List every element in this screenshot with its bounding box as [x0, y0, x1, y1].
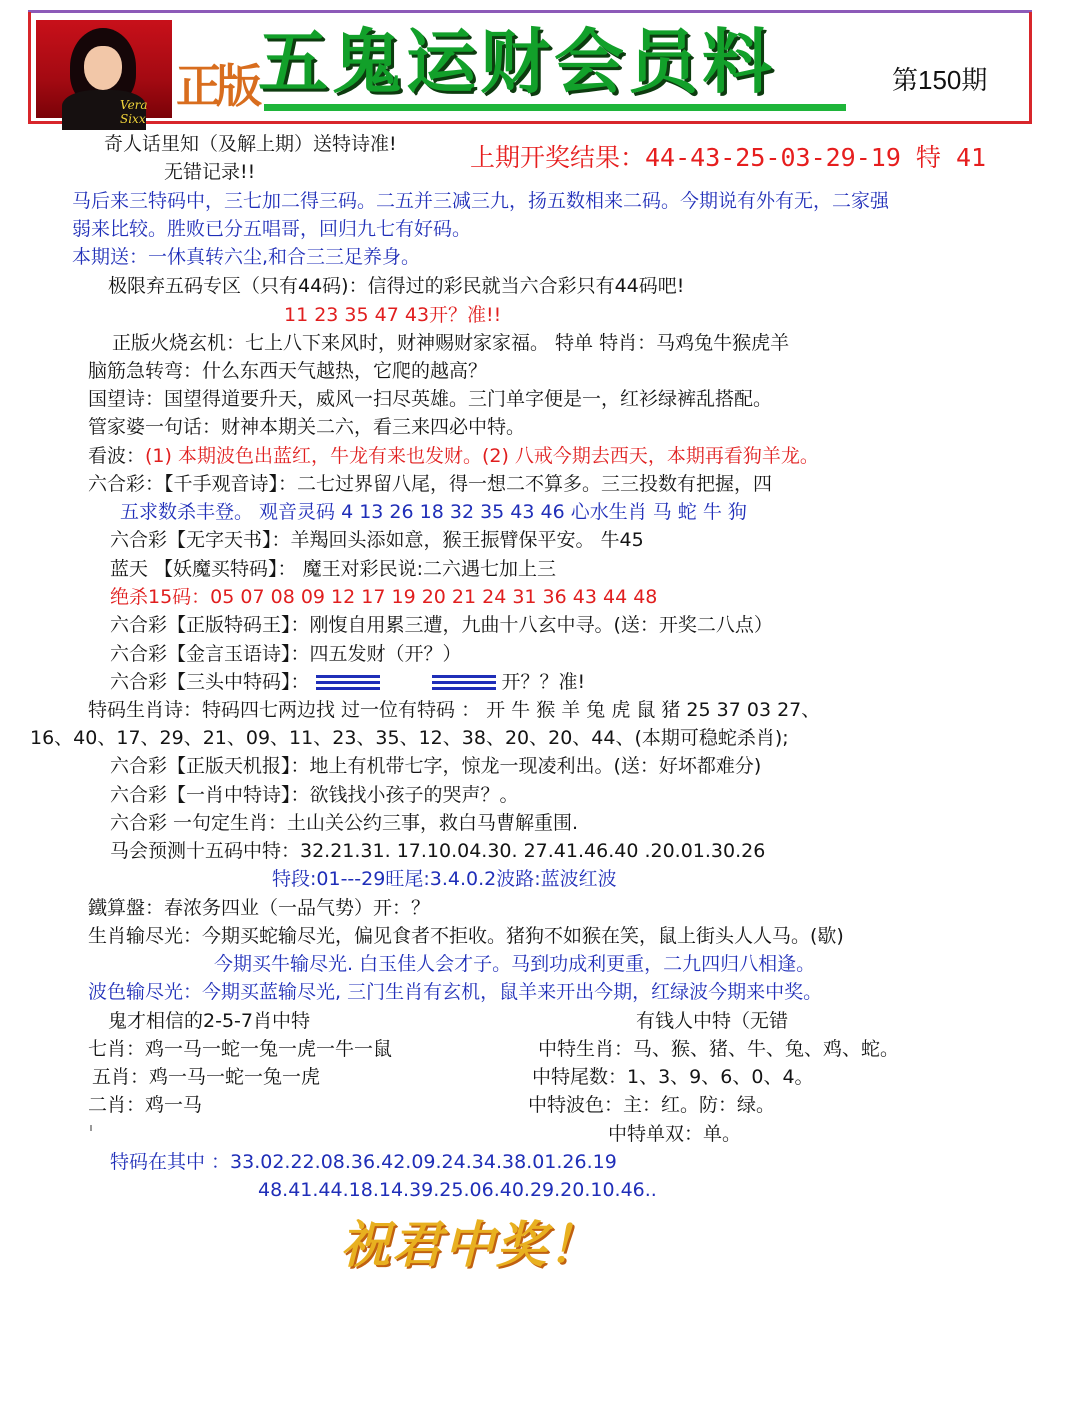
- page-title: 五鬼运财会员料: [258, 20, 776, 103]
- tiesuan-line: 鐵算盤：春浓务四业（一品气势）开：？: [88, 897, 431, 919]
- left-col-five: 五肖：鸡一马一蛇一兔一虎: [92, 1066, 321, 1088]
- sx-lose-line-1: 生肖输尽光：今期买蛇输尽光，偏见食者不拒收。猪狗不如猴在笑，鼠上街头人人马。(歇): [88, 925, 844, 947]
- photo-face: [84, 46, 122, 90]
- tianji-line: 六合彩【正版天机报】：地上有机带七字，惊龙一现凌利出。(送：好坏都难分): [110, 755, 762, 777]
- steward-line: 管家婆一句话：财神本期关二六，看三来四必中特。: [88, 416, 526, 438]
- guanyin-line-1: 六合彩：【千手观音诗】：二七过界留八尾，得一想二不算多。三三投数有把握，四: [88, 473, 773, 495]
- jinyan-line: 六合彩【金言玉语诗】：四五发财（开？）: [110, 643, 462, 665]
- last-result: 上期开奖结果：44-43-25-03-29-19 特 41: [470, 143, 987, 172]
- blessing-text: 祝君中奖！: [340, 1215, 600, 1274]
- gift-line: 本期送：一休真转六尘,和合三三足养身。: [72, 246, 421, 268]
- right-col-single: 中特单双：单。: [608, 1123, 742, 1145]
- right-col-sx: 中特生肖：马、猴、猪、牛、兔、鸡、蛇。: [538, 1038, 900, 1060]
- left-col-two: 二肖：鸡一马: [88, 1094, 203, 1116]
- yaomo-line: 蓝天 【妖魔买特码】： 魔王对彩民说:二六遇七加上三: [110, 558, 556, 580]
- wave-text: (1) 本期波色出蓝红，牛龙有来也发财。(2) 八戒今期去西天，本期再看狗羊龙。: [145, 445, 819, 467]
- poem-line-1: 马后来三特码中，三七加二得三码。二五并三减三九，扬五数相来二码。今期说有外有无，二家强: [72, 190, 890, 212]
- shengxiao-line-2: 16、40、17、29、21、09、11、23、35、12、38、20、20、44、(本期可稳蛇杀肖);: [30, 727, 789, 749]
- santou-tail: 开？？准!: [501, 671, 586, 693]
- tema-king-line: 六合彩【正版特码王】：刚愎自用累三遭，九曲十八玄中寻。(送：开奖二八点）: [110, 614, 773, 636]
- intro-line-2: 无错记录!!: [164, 161, 256, 183]
- riddle-line: 脑筋急转弯：什么东西天气越热，它爬的越高？: [88, 360, 488, 382]
- yixiao-line: 六合彩【一肖中特诗】：欲钱找小孩子的哭声？。: [110, 784, 519, 806]
- kill15-line: 绝杀15码：05 07 08 09 12 17 19 20 21 24 31 36 43 44 48: [110, 586, 658, 608]
- wuzi-line: 六合彩【无字天书】：羊羯回头添如意，猴王振臂保平安。 牛45: [110, 529, 644, 551]
- wave-label: 看波：: [88, 445, 146, 467]
- authentic-seal: 正版: [176, 59, 256, 113]
- presenter-photo: [36, 20, 172, 126]
- wave-line: [88, 444, 819, 468]
- left-col-seven: 七肖：鸡一马一蛇一兔一虎一牛一鼠: [88, 1038, 393, 1060]
- bo-lose-line: 波色输尽光：今期买蓝输尽光, 三门生肖有玄机，鼠羊来开出今期，红绿波今期来中奖。: [88, 981, 823, 1003]
- fire-line: 正版火烧玄机：七上八下来风时，财神赐财家家福。 特单 特肖：马鸡兔牛猴虎羊: [112, 332, 790, 354]
- santou-line: [110, 670, 585, 694]
- right-col-title: 有钱人中特（无错: [636, 1010, 789, 1032]
- guanyin-line-2: 五求数杀丰登。 观音灵码 4 13 26 18 32 35 43 46 心水生肖 马 蛇 牛 狗: [120, 501, 747, 523]
- left-col-title: 鬼才相信的2-5-7肖中特: [108, 1010, 310, 1032]
- santou-label: 六合彩【三头中特码】：: [110, 671, 310, 693]
- tema-line-1: 特码在其中 ：33.02.22.08.36.42.09.24.34.38.01.26.19: [110, 1151, 617, 1173]
- zone-numbers: 11 23 35 47 43开？准!!: [284, 304, 502, 326]
- poem-line-2: 弱来比较。胜败已分五唱哥，回归九七有好码。: [72, 218, 472, 240]
- sx-lose-line-2: 今期买牛输尽光. 白玉佳人会才子。马到功成利更重，二九四归八相逢。: [214, 953, 816, 975]
- title-underline: [264, 104, 846, 111]
- zone-title: 极限弃五码专区（只有44码)：信得过的彩民就当六合彩只有44码吧!: [108, 275, 685, 297]
- right-col-bo: 中特波色：主：红。防：绿。: [528, 1094, 776, 1116]
- divider-mark: [90, 1125, 92, 1131]
- intro-line-1: 奇人话里知（及解上期）送特诗准!: [104, 133, 397, 155]
- right-col-tail: 中特尾数：1、3、9、6、0、4。: [532, 1066, 814, 1088]
- teduan-line: 特段:01---29旺尾:3.4.0.2波路:蓝波红波: [272, 868, 617, 890]
- guowang-line: 国望诗：国望得道要升天，威风一扫尽英雄。三门单字便是一，红衫绿裤乱搭配。: [88, 388, 773, 410]
- trigram-icon: [316, 675, 380, 691]
- tema-line-2: 48.41.44.18.14.39.25.06.40.29.20.10.46..: [258, 1179, 657, 1201]
- mahui-line: 马会预测十五码中特：32.21.31. 17.10.04.30. 27.41.46.40 .20.01.30.26: [110, 840, 766, 862]
- yiju-line: 六合彩 一句定生肖：土山关公约三事，救白马曹解重围.: [110, 812, 579, 834]
- photo-signature: Vera Sixx: [120, 98, 148, 126]
- trigram-icon: [432, 675, 496, 691]
- issue-number: 第150期: [892, 65, 988, 95]
- shengxiao-line-1: 特码生肖诗：特码四七两边找 过一位有特码 ： 开 牛 猴 羊 兔 虎 鼠 猪 25 37 03 27、: [88, 699, 821, 721]
